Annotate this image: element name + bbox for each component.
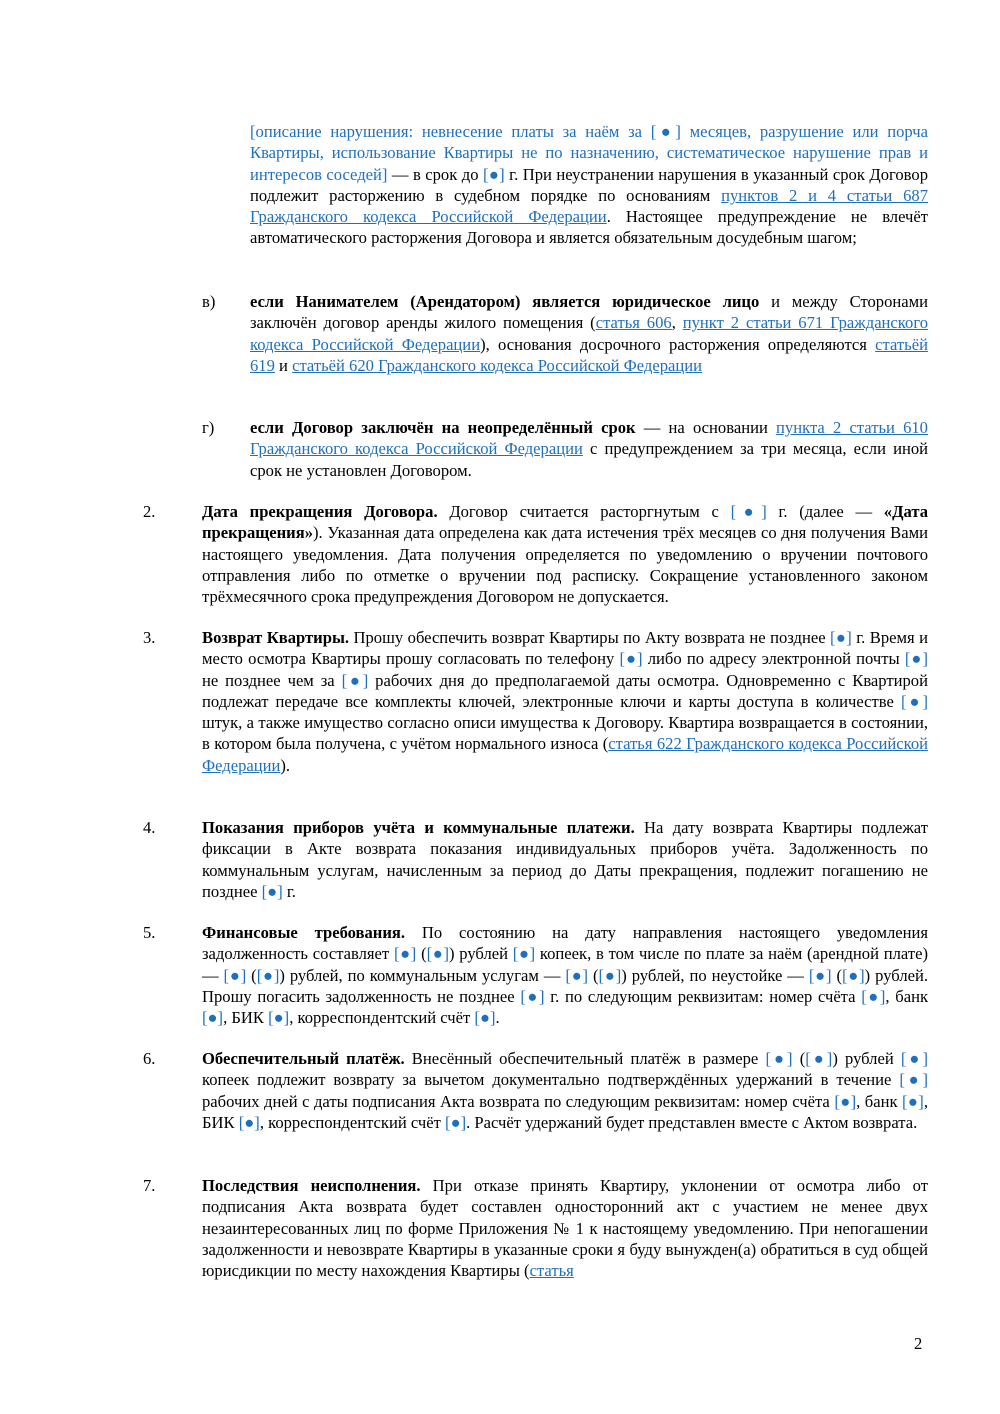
body-text: ), основания досрочного расторжения определяются [480, 334, 876, 354]
body-text: г. Время и место осмотра Квартиры прошу согласовать по телефону [202, 628, 928, 669]
body-text: При отказе принять Квартиру, уклонении от осмотра либо от подписания Акта возврата будет составлен односторонний акт с участием не менее двух незаинтересованных лиц по форме Приложения № 1 к настоящему уведомлению. При непогашении задолженности и невозврате Квартиры в указанные сроки я буду вынужден(а) обратиться в суд общей юрисдикции по месту нахождения Квартиры ( [202, 1176, 928, 1281]
subitem-paragraph [250, 417, 928, 481]
body-text: г. При неустранении нарушения в указанный срок Договор подлежит расторжению в судебном порядке по основаниям [250, 164, 928, 205]
clause-heading: Последствия неисполнения. [202, 1176, 421, 1195]
body-text: ) рублей, по коммунальным услугам — [279, 965, 566, 985]
placeholder-field: [●] [902, 1091, 924, 1111]
placeholder-field: [●] [730, 502, 767, 521]
subitem-marker: в) [202, 292, 216, 311]
body-text: ( [831, 965, 842, 985]
body-text: ). [280, 755, 291, 775]
placeholder-field: [●] [474, 1008, 496, 1028]
body-text: копеек подлежит возврату за вычетом документально подтверждённых удержаний в течение [202, 1070, 900, 1090]
body-text: . Расчёт удержаний будет представлен вместе с Актом возврата. [466, 1112, 918, 1132]
body-text: , корреспондентский счёт [289, 1008, 475, 1028]
clause-paragraph [202, 501, 928, 607]
placeholder-field: [●] [901, 691, 928, 711]
body-text: , банк [856, 1091, 903, 1111]
page-number: 2 [914, 1334, 923, 1353]
body-text: , банк [885, 986, 929, 1006]
subitem-paragraph [250, 291, 928, 376]
placeholder-field: [●] [841, 965, 865, 985]
body-text: ) рублей [832, 1049, 901, 1068]
body-text: ) рублей, по неустойке — [621, 965, 809, 985]
body-text: не позднее чем за [202, 670, 342, 690]
clause-paragraph [202, 1048, 928, 1133]
body-text: Договор считается расторгнутым с [437, 502, 731, 521]
placeholder-field: [●] [808, 965, 832, 985]
law-reference-link[interactable]: пункт 2 статьи 671 Гражданского кодекса Российской Федерации [250, 313, 929, 354]
body-text: рабочих дней с даты подписания Акта возврата по следующим реквизитам: номер счёта [202, 1091, 835, 1111]
clause-heading: Дата прекращения Договора. [202, 502, 438, 521]
clause-heading: «Дата прекращения» [202, 502, 929, 543]
placeholder-field: [●] [202, 1008, 224, 1028]
clause-heading: Финансовые требования. [202, 923, 406, 942]
placeholder-field: [описание нарушения: невнесение платы за наём за [●] месяцев, разрушение или порча Квартиры, использование Квартиры не по назначению, систематическое нарушение прав и интересов соседей] [250, 122, 928, 184]
body-text: г. по следующим реквизитам: номер счёта [544, 986, 862, 1006]
clause-paragraph [202, 922, 928, 1028]
subitem-marker: г) [202, 418, 215, 437]
placeholder-field: [●] [619, 649, 643, 669]
body-text: с предупреждением за три месяца, если иной срок не установлен Договором. [250, 439, 929, 480]
body-text: штук, а также имущество согласно описи имущества к Договору. Квартира возвращается в состоянии, в котором была получена, с учётом нормального износа ( [202, 713, 928, 754]
placeholder-field: [●] [598, 965, 622, 985]
body-text: , БИК [202, 1091, 928, 1132]
placeholder-field: [●] [238, 1112, 260, 1132]
placeholder-field: [●] [482, 164, 505, 184]
placeholder-field: [●] [830, 628, 852, 647]
body-text: — на основании [635, 418, 777, 437]
body-text: ( [792, 1049, 806, 1068]
body-text: копеек, в том числе по плате за наём (арендной плате) — [202, 944, 928, 985]
body-text: Внесённый обеспечительный платёж в размере [404, 1049, 766, 1068]
placeholder-field: [●] [393, 944, 417, 964]
clause-heading: Обеспечительный платёж. [202, 1049, 405, 1068]
clause-heading: Возврат Квартиры. [202, 628, 350, 647]
law-reference-link[interactable]: статьёй 619 [250, 334, 928, 375]
law-reference-link[interactable]: статьёй 620 Гражданского кодекса Российской Федерации [292, 355, 703, 375]
clause-heading: если Нанимателем (Арендатором) является юридическое лицо [250, 292, 760, 311]
body-text: рабочих дня до предполагаемой даты осмотра. Одновременно с Квартирой подлежат передаче все комплекты ключей, электронные ключи и карты доступа в количестве [202, 670, 928, 711]
subitem-paragraph [250, 121, 928, 249]
body-text: . Настоящее предупреждение не влечёт автоматического расторжения Договора и является обязательным досудебным шагом; [250, 207, 928, 248]
placeholder-field: [●] [520, 986, 545, 1006]
clause-heading: Показания приборов учёта и коммунальные платежи. [202, 818, 635, 837]
body-text: и [274, 355, 293, 375]
placeholder-field: [●] [512, 944, 536, 964]
body-text: , БИК [223, 1008, 269, 1028]
body-text: , корреспондентский счёт [259, 1112, 446, 1132]
body-text: ( [416, 944, 427, 964]
clause-paragraph [202, 1175, 928, 1281]
placeholder-field: [●] [899, 1070, 929, 1090]
body-text: и между Сторонами заключён договор аренды жилого помещения ( [250, 292, 928, 333]
law-reference-link[interactable]: статья 622 Гражданского кодекса Российской Федерации [202, 734, 928, 775]
body-text: ) рублей [448, 944, 513, 964]
placeholder-field: [●] [445, 1112, 467, 1132]
body-text: г. [282, 881, 296, 901]
law-reference-link[interactable]: статья [529, 1261, 574, 1281]
body-text: ) рублей. Прошу погасить задолженность не позднее [202, 965, 928, 1006]
clause-number: 6. [143, 1049, 156, 1068]
body-text: ( [246, 965, 257, 985]
body-text: г. (далее — [766, 502, 884, 521]
placeholder-field: [●] [261, 881, 283, 901]
placeholder-field: [●] [341, 670, 369, 690]
law-reference-link[interactable]: статья 606 [595, 313, 672, 333]
placeholder-field: [●] [426, 944, 449, 964]
placeholder-field: [●] [268, 1008, 290, 1028]
placeholder-field: [●] [834, 1091, 857, 1111]
clause-heading: если Договор заключён на неопределённый срок [250, 418, 636, 437]
body-text: Прошу обеспечить возврат Квартиры по Акту возврата не позднее [349, 628, 831, 647]
placeholder-field: [●] [900, 1049, 928, 1068]
placeholder-field: [●] [861, 986, 886, 1006]
clause-number: 5. [143, 923, 156, 942]
placeholder-field: [●] [565, 965, 589, 985]
clause-paragraph [202, 627, 928, 776]
body-text: — в срок до [387, 164, 483, 184]
placeholder-field: [●] [765, 1049, 793, 1068]
body-text: На дату возврата Квартиры подлежат фиксации в Акте возврата показания индивидуальных приборов учёта. Задолженность по коммунальным услугам, начисленным за период до Даты прекращения, подлежит погашению не позднее [202, 818, 928, 901]
law-reference-link[interactable]: пункта 2 статьи 610 Гражданского кодекса Российской Федерации [250, 418, 928, 459]
clause-number: 4. [143, 818, 156, 837]
clause-number: 3. [143, 628, 156, 647]
body-text: . [495, 1008, 500, 1028]
clause-number: 7. [143, 1176, 156, 1195]
clause-paragraph [202, 817, 928, 902]
placeholder-field: [●] [223, 965, 247, 985]
body-text: По состоянию на дату направления настоящего уведомления задолженность составляет [202, 923, 928, 964]
clause-number: 2. [143, 502, 156, 521]
placeholder-field: [●] [256, 965, 280, 985]
body-text: либо по адресу электронной почты [642, 649, 905, 669]
placeholder-field: [●] [805, 1049, 833, 1068]
body-text: ( [588, 965, 599, 985]
body-text: ). Указанная дата определена как дата истечения трёх месяцев со дня получения Вами настоящего уведомления. Дата получения определяется по уведомлению о вручении почтового отправления либо по отметке о вручении под расписку. Сокращение установленного законом трёхмесячного срока предупреждения Договором не допускается. [202, 523, 928, 607]
placeholder-field: [●] [904, 649, 928, 669]
body-text: , [671, 313, 683, 333]
law-reference-link[interactable]: пунктов 2 и 4 статьи 687 Гражданского кодекса Российской Федерации [250, 185, 928, 227]
